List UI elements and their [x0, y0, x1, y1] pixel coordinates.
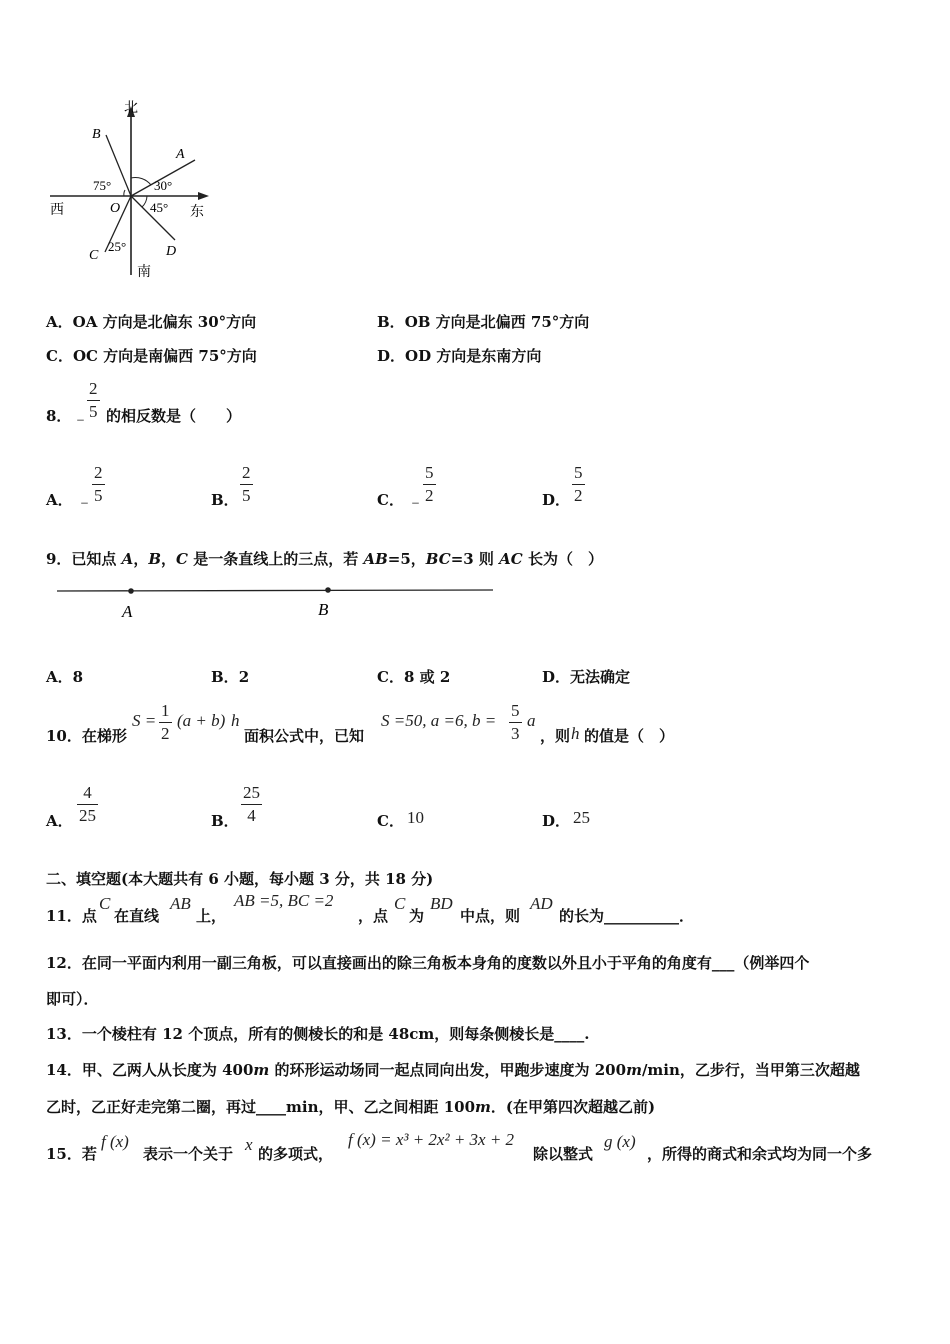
q10-stem-middle: 面积公式中，已知: [244, 727, 365, 745]
q15-polynomial-word: 的多项式，: [258, 1145, 334, 1163]
q14-line-2: 乙时，乙正好走完第二圈，再过____min，甲、乙之间相距 100m．(在甲第四次超越乙前): [46, 1098, 656, 1116]
q11-on-line: 在直线: [114, 907, 160, 925]
q10-formula-h: h: [231, 711, 240, 730]
angle-45-label: 45°: [150, 200, 169, 215]
q8-option-a-sign: ﹣: [76, 492, 93, 511]
section-2-title: 二、填空题(本大题共有 6 小题，每小题 3 分，共 18 分): [46, 870, 434, 888]
angle-25-label: 25°: [108, 239, 127, 254]
q10-half-fraction: 1 2: [161, 701, 170, 743]
q9-point-b: [325, 587, 331, 593]
q15-poly: f (x) = x³ + 2x² + 3x + 2: [348, 1130, 515, 1149]
q11-given: AB =5, BC =2: [234, 891, 334, 910]
angle-75-label: 75°: [93, 178, 112, 193]
south-label: 南: [137, 265, 151, 280]
point-c-label: C: [89, 248, 99, 263]
q9-option-a: A．8: [46, 668, 84, 686]
q11-number: 11．点: [46, 907, 97, 925]
q8-option-d-fraction: 5 2: [574, 463, 583, 505]
north-label: 北: [124, 101, 138, 116]
q10-option-a-letter: A．: [46, 812, 73, 830]
q8-option-b-letter: B．: [211, 491, 239, 509]
q7-option-c: C．OC 方向是南偏西 75°方向: [46, 347, 257, 365]
q10-given: S =50, a =6, b =: [381, 711, 497, 730]
q15-number: 15．若: [46, 1145, 97, 1163]
point-b-label: B: [92, 127, 101, 142]
q15-fx: f (x): [101, 1132, 129, 1151]
q11-bd: BD: [430, 894, 453, 913]
q15-divided: 除以整式: [533, 1145, 594, 1163]
q10-given-a: a: [527, 711, 536, 730]
q10-option-d-value: 25: [573, 808, 590, 827]
q10-stem-then: ，则: [540, 727, 571, 745]
q11-point: ，点: [358, 907, 389, 925]
angle-arc-30: [131, 178, 151, 185]
q8-option-c-letter: C．: [377, 491, 404, 509]
q10-stem-end: 的值是（ ）: [584, 727, 675, 745]
q10-option-b-letter: B．: [211, 812, 239, 830]
q8-stem: 的相反数是（ ）: [106, 407, 242, 425]
q15-gx: g (x): [604, 1132, 636, 1151]
q10-given-fraction: 5 3: [511, 701, 520, 743]
q10-formula-ab: (a + b): [177, 711, 226, 730]
q10-option-c-letter: C．: [377, 812, 404, 830]
q8-number: 8．: [46, 407, 72, 425]
q8-option-a-letter: A．: [46, 491, 73, 509]
q9-label-a: A: [122, 602, 133, 621]
west-label: 西: [50, 203, 64, 218]
q9-stem: 9．已知点 A，B，C 是一条直线上的三点，若 AB=5，BC=3 则 AC 长为（ ）: [46, 550, 603, 568]
q7-option-a: A．OA 方向是北偏东 30°方向: [46, 313, 257, 331]
q7-option-d: D．OD 方向是东南方向: [377, 347, 542, 365]
q9-label-b: B: [318, 600, 329, 619]
q8-option-c-fraction: 5 2: [425, 463, 434, 505]
q8-option-a-fraction: 2 5: [94, 463, 103, 505]
q14-line-1: 14．甲、乙两人从长度为 400m 的环形运动场同一起点同向出发，甲跑步速度为 200m/min，乙步行，当甲第三次超越: [46, 1061, 860, 1079]
q15-end: ，所得的商式和余式均为同一个多: [647, 1145, 873, 1163]
q10-formula-s: S =: [132, 711, 157, 730]
q15-x: x: [245, 1135, 253, 1154]
q12-line-1: 12．在同一平面内利用一副三角板，可以直接画出的除三角板本身角的度数以外且小于平角的角度有___（例举四个: [46, 954, 810, 972]
q10-number: 10．在梯形: [46, 727, 127, 745]
q12-line-2: 即可）．: [46, 990, 99, 1008]
point-d-label: D: [166, 244, 177, 259]
q11-c: C: [99, 894, 111, 913]
q9-point-a: [128, 588, 134, 594]
q10-option-a-fraction: 4 25: [79, 783, 96, 825]
q8-option-b-fraction: 2 5: [242, 463, 251, 505]
q11-shang: 上，: [196, 907, 227, 925]
q11-is: 为: [409, 907, 425, 925]
q9-line: [57, 590, 493, 591]
east-arrowhead: [198, 192, 209, 200]
q8-option-c-sign: ﹣: [407, 492, 424, 511]
q10-option-d-letter: D．: [542, 812, 571, 830]
q9-option-d: D．无法确定: [542, 668, 631, 686]
point-a-label: A: [176, 147, 185, 162]
q13-text: 13．一个棱柱有 12 个顶点，所有的侧棱长的和是 48cm，则每条侧棱长是____.: [46, 1025, 590, 1043]
q8-option-d-letter: D．: [542, 491, 571, 509]
q11-ab: AB: [170, 894, 191, 913]
q15-represents: 表示一个关于: [143, 1145, 234, 1163]
q11-midpoint: 中点，则: [460, 907, 521, 925]
compass-figure: [45, 95, 220, 285]
q9-option-b: B．2: [211, 668, 250, 686]
angle-arc-75: [124, 190, 125, 196]
q7-option-b: B．OB 方向是北偏西 75°方向: [377, 313, 590, 331]
east-label: 东: [190, 205, 204, 220]
q10-stem-h: h: [571, 724, 580, 743]
q8-fraction: 2 5: [89, 379, 98, 421]
q9-line-figure: [50, 575, 500, 625]
q10-option-b-fraction: 25 4: [243, 783, 260, 825]
origin-label: O: [110, 201, 121, 216]
q11-end: 的长为__________．: [559, 907, 695, 925]
q11-c2: C: [394, 894, 406, 913]
angle-arc-45: [142, 196, 147, 207]
q8-neg-sign: ﹣: [72, 409, 89, 428]
angle-30-label: 30°: [154, 178, 173, 193]
q9-option-c: C．8 或 2: [377, 668, 451, 686]
q10-option-c-value: 10: [407, 808, 424, 827]
q11-ad: AD: [530, 894, 553, 913]
